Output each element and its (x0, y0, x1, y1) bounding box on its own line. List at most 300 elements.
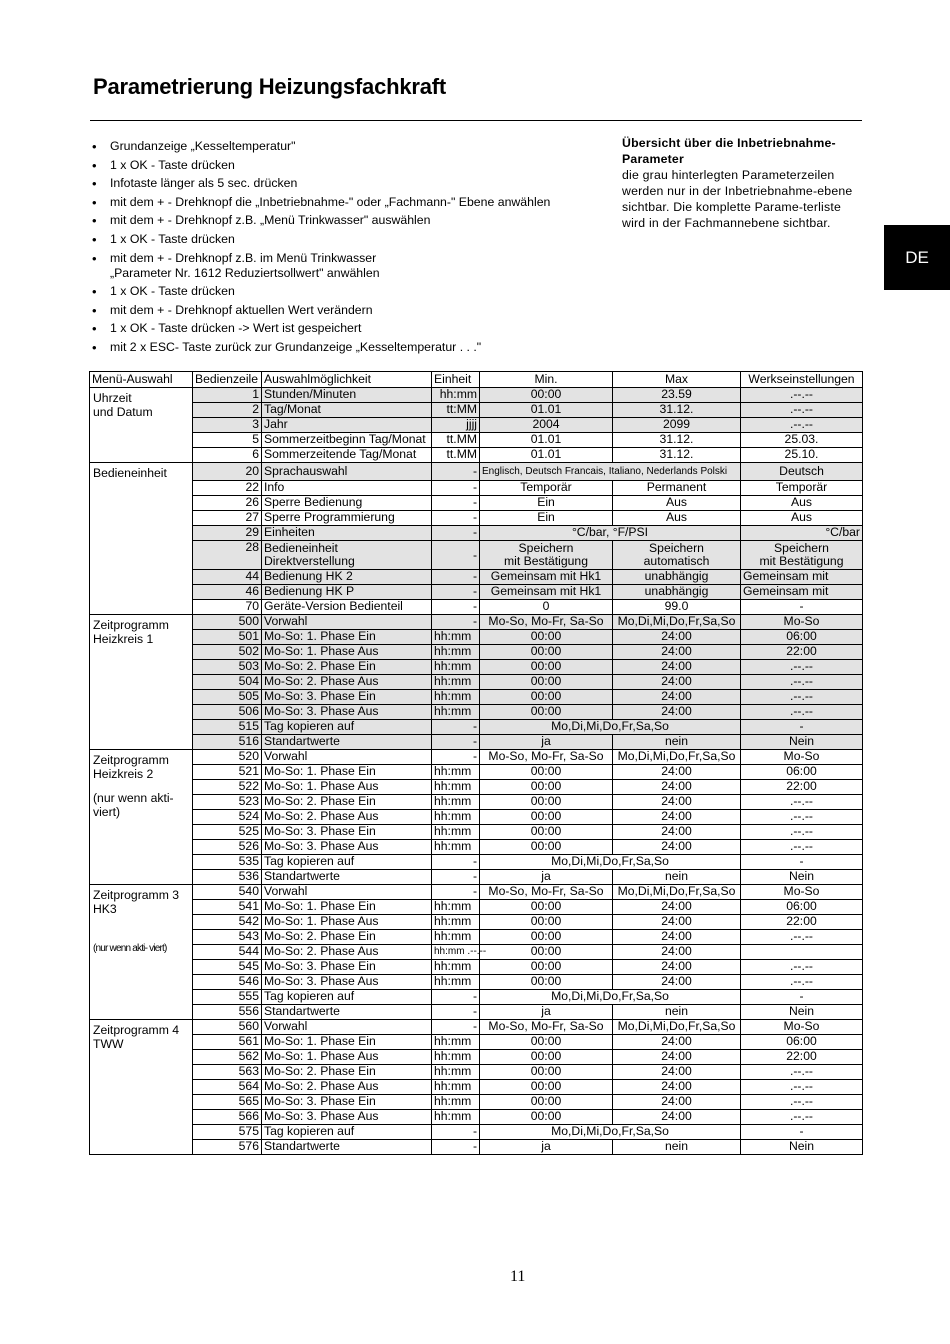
unit-cell: - (432, 511, 480, 526)
step-item: • 1 x OK - Taste drücken (92, 158, 592, 173)
min-cell: Ein (480, 496, 613, 511)
name-cell: Standartwerte (262, 1005, 432, 1020)
line-cell: 522 (193, 780, 262, 795)
group-cell (90, 463, 193, 615)
name-cell: Tag kopieren auf (262, 720, 432, 735)
unit-cell: hh:mm (432, 840, 480, 855)
unit-cell: hh:mm (432, 1110, 480, 1125)
table-row (90, 825, 863, 840)
default-cell: 06:00 (741, 765, 863, 780)
default-cell: - (741, 720, 863, 735)
unit-cell: hh:mm (432, 1080, 480, 1095)
unit-cell: - (432, 1020, 480, 1035)
default-cell: 06:00 (741, 1035, 863, 1050)
table-row (90, 735, 863, 750)
max-cell: 24:00 (613, 840, 741, 855)
line-cell: 545 (193, 960, 262, 975)
overview-note (622, 135, 864, 231)
min-cell: 00:00 (480, 960, 613, 975)
default-cell: .--.-- (741, 1080, 863, 1095)
min-cell: 00:00 (480, 1050, 613, 1065)
name-cell: Sperre Programmierung (262, 511, 432, 526)
name-cell: Mo-So: 1. Phase Aus (262, 1050, 432, 1065)
line-cell: 502 (193, 645, 262, 660)
default-cell: .--.-- (741, 690, 863, 705)
default-cell: .--.-- (741, 388, 863, 403)
min-cell: ja (480, 870, 613, 885)
max-cell: Mo,Di,Mi,Do,Fr,Sa,So (613, 1020, 741, 1035)
max-cell: 24:00 (613, 1080, 741, 1095)
max-cell: Mo,Di,Mi,Do,Fr,Sa,So (613, 615, 741, 630)
default-cell (741, 945, 863, 960)
max-cell: Aus (613, 511, 741, 526)
name-cell: Einheiten (262, 526, 432, 541)
table-row (90, 990, 863, 1005)
unit-cell: hh:mm (432, 810, 480, 825)
default-cell: Mo-So (741, 885, 863, 900)
name-cell: Jahr (262, 418, 432, 433)
line-cell: 2 (193, 403, 262, 418)
table-header-row (90, 372, 863, 388)
unit-cell: - (432, 585, 480, 600)
unit-cell: hh:mm (432, 645, 480, 660)
line-cell: 576 (193, 1140, 262, 1155)
options-cell: Mo,Di,Mi,Do,Fr,Sa,So (480, 855, 741, 870)
line-cell: 26 (193, 496, 262, 511)
group-label: und Datum (93, 405, 153, 419)
line-cell: 44 (193, 570, 262, 585)
step-text: mit dem + - Drehknopf z.B. im Menü Trinkwasser (110, 250, 377, 265)
table-row (90, 418, 863, 433)
line-cell: 542 (193, 915, 262, 930)
min-cell: 00:00 (480, 765, 613, 780)
default-cell: Aus (741, 496, 863, 511)
max-cell: 24:00 (613, 960, 741, 975)
min-cell: ja (480, 1005, 613, 1020)
table-row (90, 541, 863, 570)
default-cell: .--.-- (741, 1095, 863, 1110)
default-cell: Deutsch (741, 463, 863, 481)
min-cell: 00:00 (480, 675, 613, 690)
name-cell: Mo-So: 1. Phase Ein (262, 900, 432, 915)
table-row (90, 930, 863, 945)
max-cell: Aus (613, 496, 741, 511)
default-cell: Nein (741, 1140, 863, 1155)
line-cell: 27 (193, 511, 262, 526)
unit-cell: hh:mm (432, 1035, 480, 1050)
line-cell: 521 (193, 765, 262, 780)
line-cell: 523 (193, 795, 262, 810)
table-row (90, 1110, 863, 1125)
max-cell: 24:00 (613, 795, 741, 810)
name-cell: Mo-So: 2. Phase Aus (262, 945, 432, 960)
name-cell: Mo-So: 2. Phase Ein (262, 795, 432, 810)
default-cell: .--.-- (741, 795, 863, 810)
max-cell: 31.12. (613, 448, 741, 463)
min-cell: Ein (480, 511, 613, 526)
min-cell: Gemeinsam mit Hk1 (480, 585, 613, 600)
max-cell: 2099 (613, 418, 741, 433)
header-cell: Min. (480, 372, 613, 388)
unit-cell: hh:mm (432, 1065, 480, 1080)
group-label: Zeitprogramm 4 (93, 1023, 180, 1037)
options-cell: Mo,Di,Mi,Do,Fr,Sa,So (480, 1125, 741, 1140)
max-cell: unabhängig (613, 570, 741, 585)
table-row (90, 945, 863, 960)
max-cell: 24:00 (613, 975, 741, 990)
default-cell: .--.-- (741, 1065, 863, 1080)
name-cell: Mo-So: 3. Phase Aus (262, 840, 432, 855)
name-cell: Vorwahl (262, 885, 432, 900)
name-cell: Mo-So: 2. Phase Ein (262, 930, 432, 945)
unit-cell: tt.MM (432, 448, 480, 463)
line-cell: 536 (193, 870, 262, 885)
max-cell: 24:00 (613, 645, 741, 660)
name-cell: Stunden/Minuten (262, 388, 432, 403)
line-cell: 524 (193, 810, 262, 825)
group-label: HK3 (93, 902, 117, 916)
group-cell (90, 885, 193, 1020)
table-row (90, 526, 863, 541)
min-line: mit Bestätigung (503, 554, 588, 568)
step-item (92, 251, 592, 281)
name-line: Bedieneinheit (264, 541, 338, 555)
name-cell: Bedienung HK 2 (262, 570, 432, 585)
unit-cell: - (432, 541, 480, 570)
line-cell: 46 (193, 585, 262, 600)
default-line: Speichern (774, 541, 829, 555)
min-cell: 00:00 (480, 780, 613, 795)
page-number: 11 (510, 1268, 526, 1285)
parameter-table (89, 371, 863, 1155)
default-cell: Gemeinsam mit (741, 585, 863, 600)
header-cell: Max (613, 372, 741, 388)
max-cell: nein (613, 1140, 741, 1155)
max-cell: nein (613, 870, 741, 885)
unit-cell: - (432, 570, 480, 585)
header-cell: Auswahlmöglichkeit (262, 372, 432, 388)
unit-cell: - (432, 990, 480, 1005)
min-cell: 00:00 (480, 975, 613, 990)
name-cell: Standartwerte (262, 870, 432, 885)
default-cell: 22:00 (741, 1050, 863, 1065)
max-cell: 24:00 (613, 900, 741, 915)
group-label: Uhrzeit (93, 391, 132, 405)
name-cell: Standartwerte (262, 1140, 432, 1155)
default-cell: .--.-- (741, 975, 863, 990)
table-row (90, 448, 863, 463)
overview-title: Übersicht über die Inbetriebnahme-Parameter (622, 136, 836, 166)
table-row (90, 960, 863, 975)
max-cell: Mo,Di,Mi,Do,Fr,Sa,So (613, 750, 741, 765)
line-cell: 535 (193, 855, 262, 870)
unit-cell: hh:mm (432, 930, 480, 945)
default-cell: 06:00 (741, 900, 863, 915)
table-row (90, 615, 863, 630)
line-cell: 526 (193, 840, 262, 855)
name-cell: Mo-So: 1. Phase Ein (262, 1035, 432, 1050)
unit-cell: hh:mm (432, 780, 480, 795)
table-row (90, 645, 863, 660)
group-cell (90, 615, 193, 750)
group-note: (nur wenn akti-viert) (93, 791, 174, 819)
min-cell: 00:00 (480, 945, 613, 960)
step-item: • 1 x OK - Taste drücken (92, 232, 592, 247)
unit-cell: hh:mm (432, 825, 480, 840)
default-cell: .--.-- (741, 418, 863, 433)
max-cell: 24:00 (613, 825, 741, 840)
table-row (90, 840, 863, 855)
default-cell: .--.-- (741, 840, 863, 855)
unit-cell: - (432, 1005, 480, 1020)
unit-cell: - (432, 481, 480, 496)
unit-cell: - (432, 870, 480, 885)
table-row (90, 780, 863, 795)
unit-cell: hh:mm (432, 690, 480, 705)
min-cell: ja (480, 1140, 613, 1155)
table-row (90, 795, 863, 810)
default-cell: .--.-- (741, 403, 863, 418)
step-item: • mit dem + - Drehknopf die „Inbetriebnahme-" oder „Fachmann-" Ebene anwählen (92, 195, 592, 210)
group-label: Zeitprogramm 3 (93, 888, 180, 902)
line-cell: 566 (193, 1110, 262, 1125)
max-cell: 24:00 (613, 780, 741, 795)
default-cell (741, 541, 863, 570)
min-cell: 00:00 (480, 900, 613, 915)
max-cell: 24:00 (613, 1095, 741, 1110)
name-cell: Mo-So: 1. Phase Aus (262, 780, 432, 795)
min-cell: 00:00 (480, 930, 613, 945)
min-cell: Temporär (480, 481, 613, 496)
line-cell: 520 (193, 750, 262, 765)
table-row (90, 463, 863, 481)
name-cell: Mo-So: 3. Phase Ein (262, 825, 432, 840)
unit-cell: - (432, 496, 480, 511)
min-line: Speichern (518, 541, 574, 555)
line-cell: 546 (193, 975, 262, 990)
name-cell: Mo-So: 2. Phase Ein (262, 1065, 432, 1080)
line-cell: 503 (193, 660, 262, 675)
options-cell: °C/bar, °F/PSI (480, 526, 741, 541)
default-cell: .--.-- (741, 810, 863, 825)
default-cell: Nein (741, 735, 863, 750)
max-cell: 99.0 (613, 600, 741, 615)
group-label: Zeitprogramm (93, 753, 169, 767)
language-tab: DE (884, 225, 950, 290)
default-cell: 06:00 (741, 630, 863, 645)
max-cell: 24:00 (613, 810, 741, 825)
unit-cell: hh:mm (432, 1095, 480, 1110)
default-cell: 22:00 (741, 915, 863, 930)
unit-cell: - (432, 1125, 480, 1140)
default-cell: Gemeinsam mit (741, 570, 863, 585)
step-item: • mit dem + - Drehknopf aktuellen Wert verändern (92, 303, 592, 318)
default-cell: .--.-- (741, 930, 863, 945)
table-row (90, 720, 863, 735)
min-cell: 00:00 (480, 1095, 613, 1110)
line-cell: 3 (193, 418, 262, 433)
table-row (90, 600, 863, 615)
line-cell: 541 (193, 900, 262, 915)
name-cell: Info (262, 481, 432, 496)
min-cell: Mo-So, Mo-Fr, Sa-So (480, 1020, 613, 1035)
max-cell: nein (613, 735, 741, 750)
table-row (90, 1125, 863, 1140)
table-row (90, 1050, 863, 1065)
header-cell: Bedienzeile (193, 372, 262, 388)
table-row (90, 660, 863, 675)
min-cell: 00:00 (480, 388, 613, 403)
name-cell: Vorwahl (262, 1020, 432, 1035)
max-cell: 24:00 (613, 915, 741, 930)
group-label: Heizkreis 2 (93, 767, 154, 781)
default-cell: Nein (741, 870, 863, 885)
name-cell: Mo-So: 1. Phase Aus (262, 915, 432, 930)
table-row (90, 810, 863, 825)
unit-cell: hh:mm (432, 660, 480, 675)
unit-cell: hh:mm (432, 388, 480, 403)
name-cell: Mo-So: 2. Phase Aus (262, 810, 432, 825)
group-label: Heizkreis 1 (93, 632, 154, 646)
line-cell: 543 (193, 930, 262, 945)
min-cell: 00:00 (480, 795, 613, 810)
unit-cell: - (432, 600, 480, 615)
table-row (90, 750, 863, 765)
name-cell: Mo-So: 1. Phase Ein (262, 765, 432, 780)
line-cell: 544 (193, 945, 262, 960)
group-label: Bedieneinheit (93, 466, 167, 480)
line-cell: 562 (193, 1050, 262, 1065)
min-cell (480, 541, 613, 570)
name-cell: Mo-So: 3. Phase Aus (262, 705, 432, 720)
default-cell: Aus (741, 511, 863, 526)
default-cell: 22:00 (741, 645, 863, 660)
line-cell: 540 (193, 885, 262, 900)
name-cell: Sperre Bedienung (262, 496, 432, 511)
min-cell: 00:00 (480, 825, 613, 840)
line-cell: 70 (193, 600, 262, 615)
max-cell: 24:00 (613, 765, 741, 780)
min-cell: 01.01 (480, 433, 613, 448)
default-cell: 25.10. (741, 448, 863, 463)
unit-cell: hh:mm (432, 675, 480, 690)
header-cell: Einheit (432, 372, 480, 388)
header-cell: Menü-Auswahl (90, 372, 193, 388)
min-cell: Mo-So, Mo-Fr, Sa-So (480, 615, 613, 630)
group-label: Zeitprogramm (93, 618, 169, 632)
name-cell: Mo-So: 2. Phase Aus (262, 675, 432, 690)
default-cell: Temporär (741, 481, 863, 496)
unit-cell: - (432, 750, 480, 765)
table-row (90, 511, 863, 526)
line-cell: 560 (193, 1020, 262, 1035)
max-cell (613, 541, 741, 570)
min-cell: 01.01 (480, 403, 613, 418)
name-cell: Geräte-Version Bedienteil (262, 600, 432, 615)
min-cell: 00:00 (480, 915, 613, 930)
line-cell: 564 (193, 1080, 262, 1095)
default-cell: .--.-- (741, 705, 863, 720)
unit-cell: - (432, 526, 480, 541)
unit-cell: - (432, 855, 480, 870)
line-cell: 20 (193, 463, 262, 481)
max-cell: 24:00 (613, 945, 741, 960)
table-row (90, 975, 863, 990)
name-cell: Mo-So: 1. Phase Aus (262, 645, 432, 660)
default-cell: - (741, 600, 863, 615)
table-row (90, 570, 863, 585)
default-cell: - (741, 855, 863, 870)
page-title: Parametrierung Heizungsfachkraft (93, 74, 447, 99)
max-cell: Permanent (613, 481, 741, 496)
group-cell (90, 388, 193, 463)
default-cell: 25.03. (741, 433, 863, 448)
table-row (90, 900, 863, 915)
group-label: TWW (93, 1037, 124, 1051)
unit-cell: - (432, 615, 480, 630)
table-row (90, 388, 863, 403)
unit-cell: hh:mm (432, 900, 480, 915)
title-rule (90, 120, 862, 121)
group-cell (90, 1020, 193, 1155)
default-cell: .--.-- (741, 660, 863, 675)
default-cell: .--.-- (741, 825, 863, 840)
min-cell: 00:00 (480, 1080, 613, 1095)
default-cell: - (741, 1125, 863, 1140)
table-row (90, 690, 863, 705)
table-row (90, 915, 863, 930)
table-row (90, 1140, 863, 1155)
line-cell: 504 (193, 675, 262, 690)
default-cell: Mo-So (741, 1020, 863, 1035)
line-cell: 555 (193, 990, 262, 1005)
name-cell (262, 541, 432, 570)
max-cell: 24:00 (613, 660, 741, 675)
unit-cell: hh:mm (432, 795, 480, 810)
unit-cell: hh:mm (432, 630, 480, 645)
max-cell: 24:00 (613, 1050, 741, 1065)
name-cell: Mo-So: 3. Phase Ein (262, 1095, 432, 1110)
min-cell: Gemeinsam mit Hk1 (480, 570, 613, 585)
min-cell: Mo-So, Mo-Fr, Sa-So (480, 885, 613, 900)
step-item: • mit dem + - Drehknopf z.B. „Menü Trinkwasser" auswählen (92, 213, 592, 228)
max-line: automatisch (643, 554, 710, 568)
table-row (90, 585, 863, 600)
unit-cell: - (432, 735, 480, 750)
line-cell: 561 (193, 1035, 262, 1050)
max-cell: 24:00 (613, 1065, 741, 1080)
name-cell: Mo-So: 2. Phase Aus (262, 1080, 432, 1095)
min-cell: 00:00 (480, 645, 613, 660)
line-cell: 506 (193, 705, 262, 720)
min-cell: Mo-So, Mo-Fr, Sa-So (480, 750, 613, 765)
name-cell: Sommerzeitbeginn Tag/Monat (262, 433, 432, 448)
name-cell: Mo-So: 3. Phase Ein (262, 960, 432, 975)
line-cell: 28 (193, 541, 262, 570)
unit-cell: - (432, 885, 480, 900)
name-cell: Sommerzeitende Tag/Monat (262, 448, 432, 463)
table-row (90, 885, 863, 900)
name-cell: Tag kopieren auf (262, 990, 432, 1005)
unit-cell: jjjj (432, 418, 480, 433)
unit-cell: hh:mm (432, 705, 480, 720)
table-row (90, 705, 863, 720)
step-item: • 1 x OK - Taste drücken -> Wert ist gespeichert (92, 321, 592, 336)
table-row (90, 1035, 863, 1050)
options-cell: Englisch, Deutsch Francais, Italiano, Nederlands Polski (480, 463, 741, 481)
step-item: • 1 x OK - Taste drücken (92, 284, 592, 299)
default-cell: °C/bar (741, 526, 863, 541)
